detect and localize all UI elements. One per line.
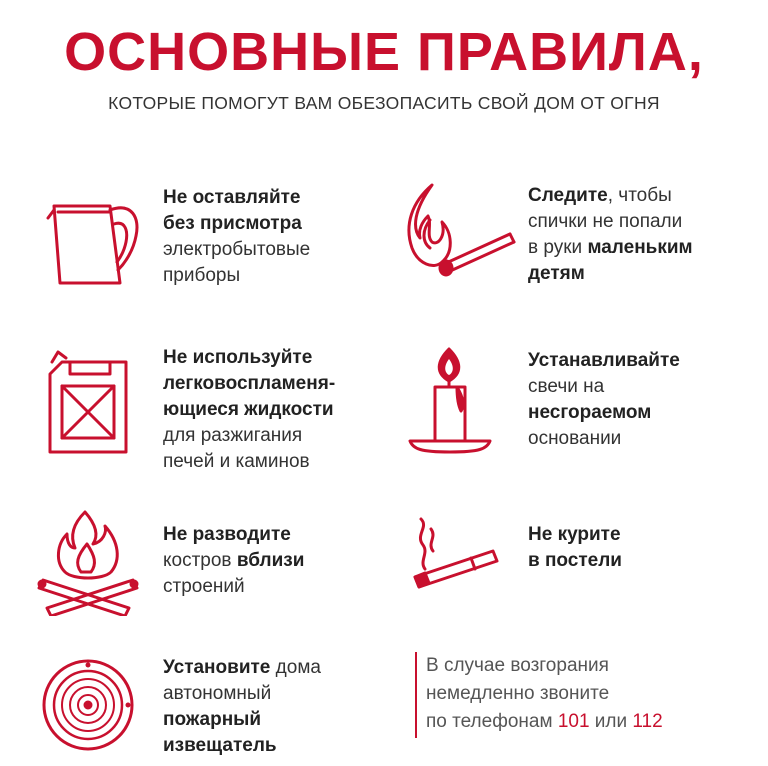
rule-candle-text: Устанавливайте свечи на несгораемом основании (528, 350, 680, 449)
emergency-call-note (415, 652, 745, 738)
page-subtitle: КОТОРЫЕ ПОМОГУТ ВАМ ОБЕЗОПАСИТЬ СВОЙ ДОМ ОТ ОГНЯ (108, 93, 660, 113)
phone-101: 101 (557, 711, 590, 732)
emergency-line-3: по телефонам 101 или 112 (426, 711, 663, 732)
emergency-line-1: В случае возгорания (426, 655, 609, 676)
bonfire-icon (37, 508, 139, 616)
cigarette-icon (405, 515, 501, 600)
candle-icon (405, 345, 495, 455)
rule-matches-text: Следите, чтобы спички не попали в руки маленьким детям (528, 185, 693, 284)
kettle-icon (40, 188, 140, 288)
match-flame-icon (402, 180, 517, 285)
rule-detector-text: Установите дома автономный пожарный извещатель (163, 657, 321, 756)
rule-bonfire-text: Не разводите костров вблизи строений (163, 524, 305, 597)
rule-kettle-text: Не оставляйте без присмотра электробытовые приборы (163, 187, 311, 286)
fuel-canister-icon (40, 348, 135, 456)
rule-canister-text: Не используйте легковоспламеня- ющиеся жидкости для разжигания печей и каминов (163, 347, 336, 472)
smoke-detector-icon (38, 655, 138, 755)
phone-112: 112 (632, 711, 663, 732)
page-title: ОСНОВНЫЕ ПРАВИЛА, (64, 22, 704, 82)
rule-cigarette-text: Не курите в постели (528, 524, 622, 571)
emergency-line-2: немедленно звоните (426, 683, 610, 704)
